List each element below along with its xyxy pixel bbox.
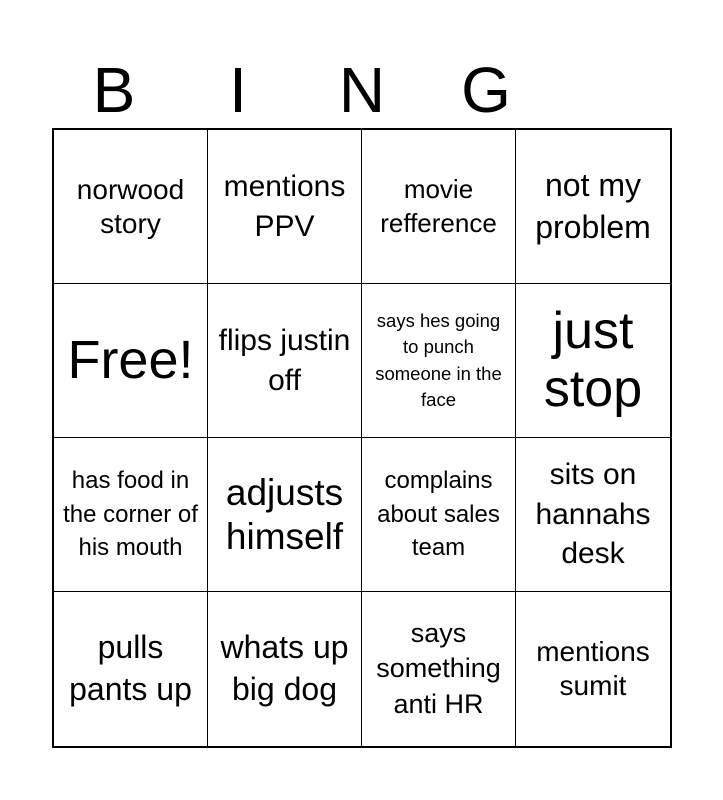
cell-label: says something anti HR — [376, 618, 501, 719]
cell-label: says hes going to punch someone in the face — [375, 309, 502, 410]
bingo-cell[interactable] — [516, 284, 670, 438]
bingo-cell[interactable] — [516, 438, 670, 592]
bingo-cell[interactable] — [54, 438, 208, 592]
bingo-cell[interactable] — [54, 130, 208, 284]
cell-label: sits on hannahs desk — [535, 457, 651, 571]
cell-label: mentions PPV — [223, 169, 346, 243]
cell-label: complains about sales team — [377, 467, 500, 562]
header-letter-b: B — [92, 54, 136, 126]
bingo-cell[interactable] — [208, 438, 362, 592]
bingo-cell[interactable] — [362, 592, 516, 746]
cell-label: pulls pants up — [69, 629, 192, 707]
cell-label: has food in the corner of his mouth — [63, 467, 198, 562]
bingo-cell[interactable] — [362, 130, 516, 284]
cell-label: movie refference — [380, 174, 497, 238]
header-letter-n: N — [338, 54, 386, 126]
bingo-cell[interactable] — [208, 130, 362, 284]
bingo-cell[interactable] — [516, 130, 670, 284]
bingo-cell[interactable] — [362, 438, 516, 592]
cell-label: adjusts himself — [225, 471, 344, 557]
cell-label: mentions sumit — [536, 636, 650, 701]
cell-label: flips justin off — [218, 323, 351, 397]
cell-label: Free! — [67, 329, 194, 390]
bingo-cell[interactable] — [516, 592, 670, 746]
cell-label: norwood story — [76, 173, 185, 239]
bingo-cell[interactable] — [208, 284, 362, 438]
bingo-board — [52, 128, 672, 748]
header-letter-g: G — [461, 54, 511, 126]
bingo-cell[interactable] — [362, 284, 516, 438]
cell-label: not my problem — [535, 166, 651, 245]
cell-label: whats up big dog — [220, 629, 349, 707]
bingo-cell-free[interactable] — [54, 284, 208, 438]
bingo-cell[interactable] — [54, 592, 208, 746]
header-letter-i: I — [229, 54, 247, 126]
bingo-header — [52, 52, 672, 128]
cell-label: just stop — [543, 302, 643, 418]
bingo-cell[interactable] — [208, 592, 362, 746]
